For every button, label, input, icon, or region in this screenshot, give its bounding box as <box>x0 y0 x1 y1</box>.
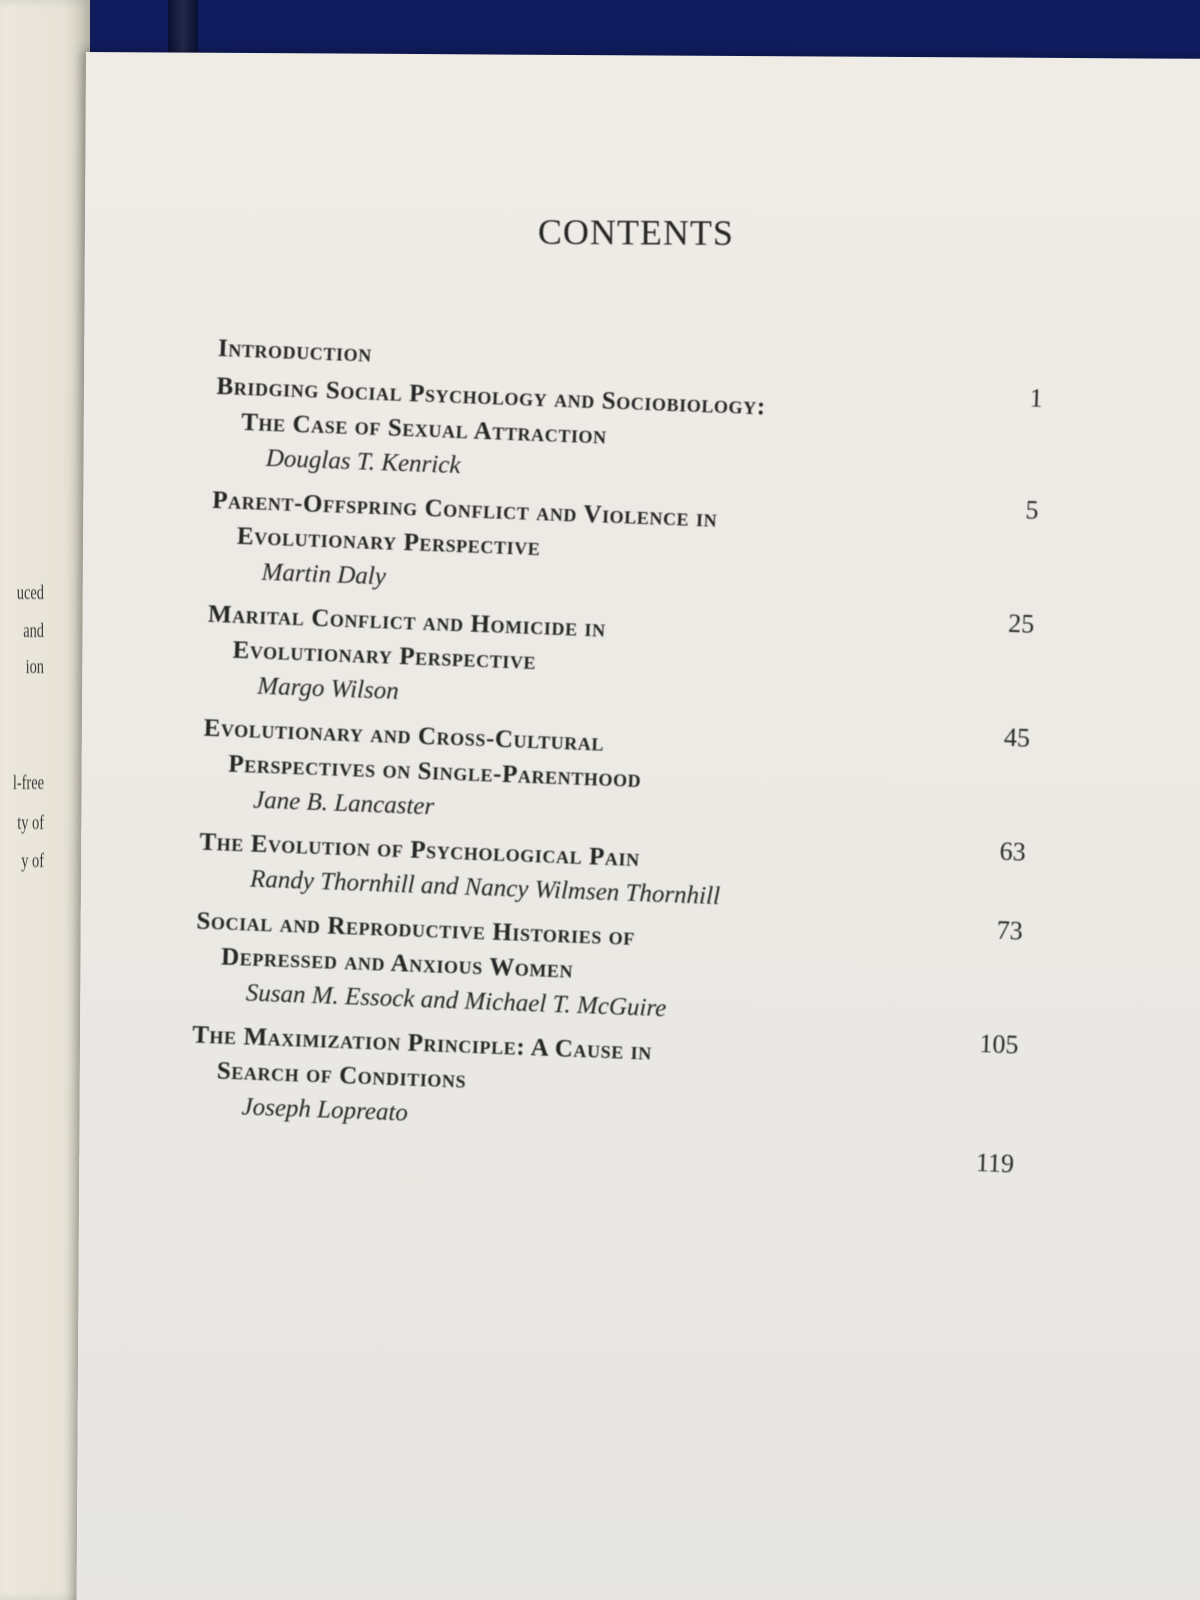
toc-entry-title-continued: Search of Conditions <box>216 1057 467 1094</box>
toc-entry-author: Randy Thornhill and Nancy Wilmsen Thornhill <box>249 865 721 911</box>
left-page-fragment: l-free <box>12 772 44 794</box>
table-of-contents <box>39 48 1200 1589</box>
toc-page-number: 5 <box>1024 495 1040 525</box>
toc-entry-title-continued: Depressed and Anxious Women <box>220 943 574 984</box>
left-page-fragment: y of <box>21 850 44 872</box>
left-page-fragment: ion <box>25 656 44 678</box>
toc-entry-title: Bridging Social Psychology and Sociobiology: <box>216 372 767 421</box>
contents-page <box>76 52 1200 1600</box>
toc-entry-author: Jane B. Lancaster <box>252 786 435 821</box>
left-page-fragment: uced <box>16 582 44 604</box>
toc-entry-author: Margo Wilson <box>256 672 400 705</box>
toc-entry-title: Marital Conflict and Homicide in <box>207 600 607 643</box>
toc-entry-author: Joseph Lopreato <box>241 1093 409 1127</box>
toc-entry-title: Evolutionary and Cross-Cultural <box>203 714 605 757</box>
toc-entry-author: Douglas T. Kenrick <box>265 444 461 480</box>
toc-page-number: 45 <box>1003 722 1031 753</box>
toc-page-number: 1 <box>1029 383 1044 413</box>
toc-page-number: 63 <box>999 836 1027 867</box>
page-title: CONTENTS <box>537 211 735 253</box>
toc-entry-title: Introduction <box>217 334 373 368</box>
toc-entry-title-continued: Perspectives on Single-Parenthood <box>227 750 642 794</box>
toc-entry-title-continued: Evolutionary Perspective <box>232 636 537 676</box>
toc-entry-author: Susan M. Essock and Michael T. McGuire <box>245 979 667 1023</box>
toc-page-number: 25 <box>1007 608 1035 639</box>
toc-entry-title: Parent-Offspring Conflict and Violence in <box>211 486 718 533</box>
toc-entry-title: The Evolution of Psychological Pain <box>198 828 641 873</box>
toc-page-number: 73 <box>996 915 1024 946</box>
toc-entry-title-continued: Evolutionary Perspective <box>236 522 541 562</box>
toc-page-number: 119 <box>975 1147 1015 1179</box>
toc-page-number: 105 <box>978 1029 1019 1060</box>
toc-entry-title: The Maximization Principle: A Cause in <box>191 1021 653 1066</box>
left-page-fragment: ty of <box>17 812 44 834</box>
left-page-fragment: and <box>23 620 44 642</box>
toc-entry-title: Social and Reproductive Histories of <box>196 907 636 951</box>
toc-entry-author: Martin Daly <box>261 558 387 591</box>
toc-entry-title-continued: The Case of Sexual Attraction <box>240 408 608 450</box>
